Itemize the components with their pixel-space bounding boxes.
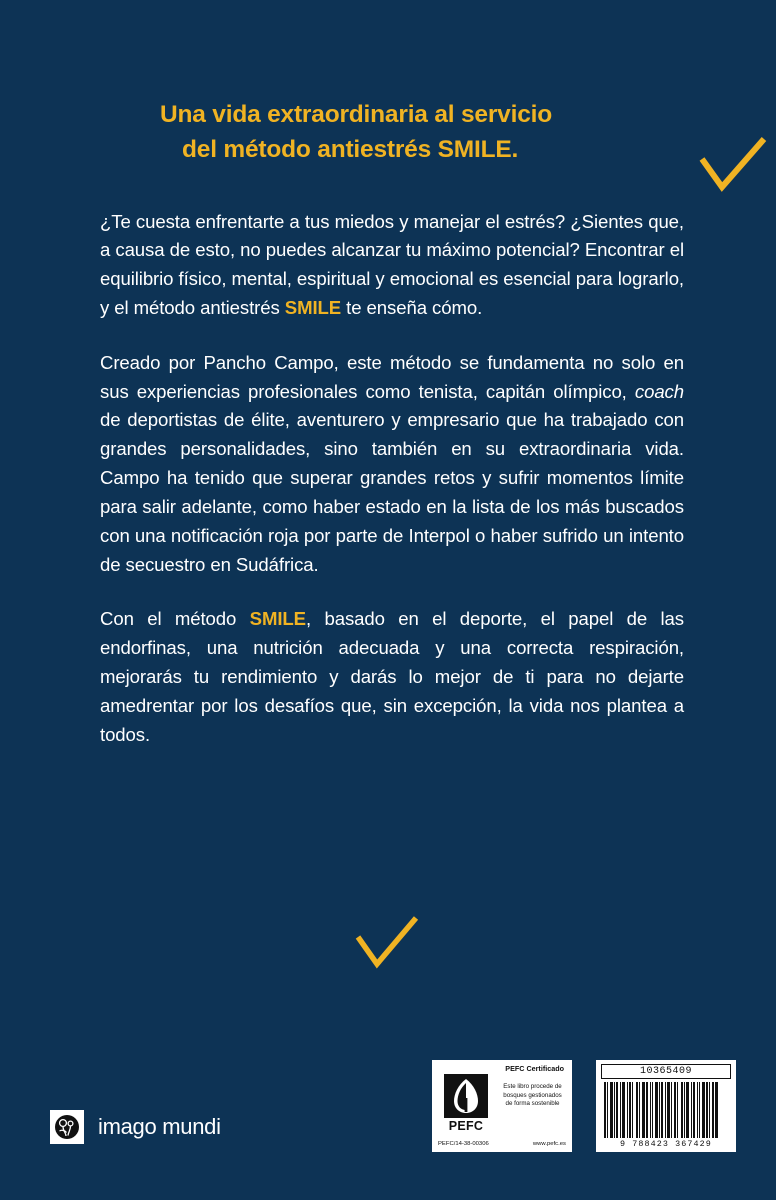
imago-mundi-colophon-icon [50,1110,84,1144]
pefc-tree-icon [444,1074,488,1118]
isbn-number: 9 788423 367429 [620,1139,712,1149]
paragraph-1 [100,208,684,323]
pefc-code: PEFC/14-38-00306 [438,1141,489,1147]
pefc-certification-panel [432,1060,572,1152]
pefc-url: www.pefc.es [532,1141,566,1147]
cover-footer [0,1030,776,1200]
publisher-name: imago mundi [98,1114,221,1139]
yellow-checkmark-icon [355,915,419,971]
headline-line-2: del método antiestrés SMILE. [182,135,519,163]
smile-highlight: SMILE [249,608,306,630]
smile-highlight: SMILE [284,297,342,318]
paragraph-2-part-b: de deportistas de élite, aventurero y empresario que ha trabajado con grandes personalidades, sino también en su extraordinaria vida. Campo ha tenido que superar grandes retos y sufrir momentos límite para salir adelante, como haber estado en la lista de los más buscados con una notificación roja por parte de Interpol o haber sufrido un intento de secuestro en Sudáfrica. [100,409,684,575]
paragraph-3-part-a: Con el método [100,608,250,630]
paragraph-1-part-b: te enseña cómo. [341,297,483,318]
barcode-top-number: 10365409 [601,1064,731,1079]
pefc-statement: Este libro procede de bosques gestionados de forma sostenible [503,1083,562,1107]
blurb-text [100,208,684,750]
paragraph-3 [100,605,684,749]
paragraph-2-part-a: Creado por Pancho Campo, este método se fundamenta no solo en sus experiencias profesionales como tenista, capitán olímpico, [100,351,684,402]
publisher-logo-block [50,1110,221,1144]
page-title [160,98,680,168]
paragraph-3-part-b: , basado en el deporte, el papel de las endorfinas, una nutrición adecuada y una correcta respiración, mejorarás tu rendimiento y darás lo mejor de ti para no dejarte amedrentar por los desafíos que, sin excepción, la vida nos plantea a todos. [100,608,684,745]
headline-block [100,0,684,168]
pefc-label: PEFC [448,1119,484,1134]
yellow-checkmark-icon [698,135,768,195]
cover-content [100,0,684,749]
headline-line-1: Una vida extraordinaria al servicio [160,101,552,128]
paragraph-2 [100,349,684,580]
coach-italic: coach [634,380,684,402]
barcode-icon [601,1082,731,1138]
paragraph-1-part-a: ¿Te cuesta enfrentarte a tus miedos y manejar el estrés? ¿Sientes que, a causa de esto, no puedes alcanzar tu máximo potencial? Encontrar el equilibrio físico, mental, espiritual y emocional es esencial para lograrlo, y el método antiestrés [100,210,684,318]
pefc-title: PEFC Certificado [505,1064,564,1073]
barcode-panel [596,1060,736,1152]
